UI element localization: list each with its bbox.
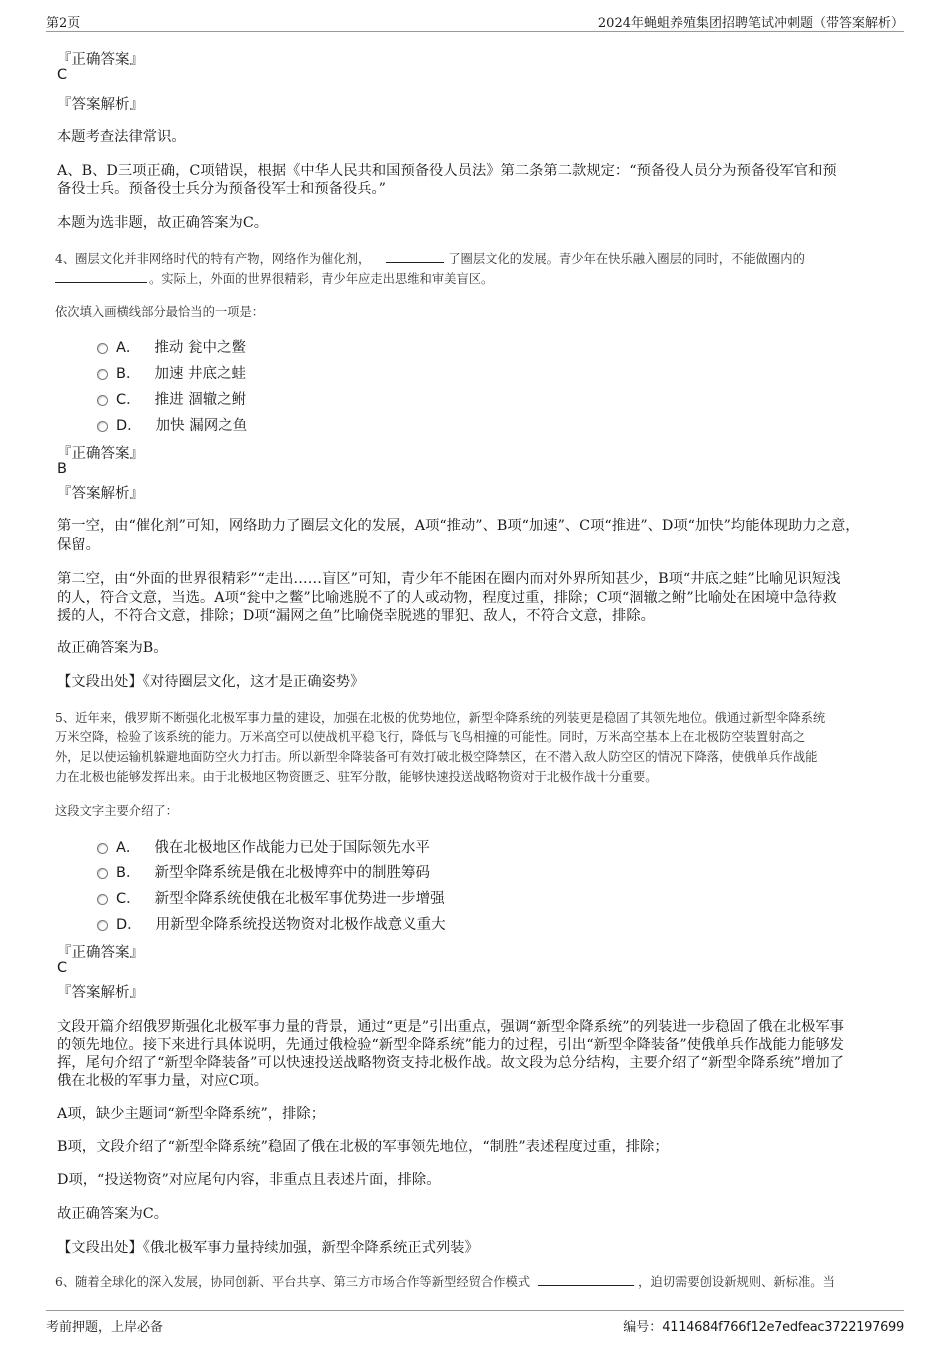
option-letter: B． bbox=[116, 366, 141, 382]
option-c[interactable] bbox=[97, 388, 246, 409]
stem-text: 了圈层文化的发展。青少年在快乐融入圈层的同时，不能做圈内的 bbox=[448, 252, 805, 266]
source-citation: 【文段出处】《俄北极军事力量持续加强，新型伞降系统正式列装》 bbox=[57, 1240, 479, 1256]
option-letter: D． bbox=[116, 917, 142, 933]
analysis-paragraph: 保留。 bbox=[57, 537, 100, 553]
option-text: 用新型伞降系统投送物资对北极作战意义重大 bbox=[155, 917, 446, 933]
footer-slogan: 考前押题，上岸必备 bbox=[46, 1320, 164, 1335]
analysis-paragraph: 文段开篇介绍俄罗斯强化北极军事力量的背景，通过“更是”引出重点，强调“新型伞降系统”的列装进一步稳固了俄在北极军事 bbox=[57, 1019, 844, 1035]
page-header bbox=[0, 0, 950, 32]
analysis-paragraph: A项，缺少主题词“新型伞降系统”，排除； bbox=[57, 1106, 325, 1122]
analysis-label: 『答案解析』 bbox=[57, 97, 144, 113]
analysis-paragraph: 故正确答案为C。 bbox=[57, 1206, 169, 1222]
document-title: 2024年蝇蛆养殖集团招聘笔试冲刺题（带答案解析） bbox=[597, 16, 904, 31]
question-stem bbox=[55, 1272, 835, 1290]
option-d[interactable] bbox=[97, 913, 446, 934]
radio-icon[interactable] bbox=[97, 369, 108, 380]
option-letter: A． bbox=[116, 840, 141, 856]
option-a[interactable] bbox=[97, 836, 430, 857]
option-text: 推动 瓮中之鳖 bbox=[154, 340, 247, 356]
option-letter: C． bbox=[116, 392, 141, 408]
fill-blank bbox=[55, 270, 147, 283]
fill-blank bbox=[386, 250, 444, 263]
analysis-paragraph: 的人，符合文意，当选。A项“瓮中之鳖”比喻逃脱不了的人或动物，程度过重，排除；C项“涸辙之鲋”比喻处在困境中急待救 bbox=[57, 590, 837, 606]
answer-value: B bbox=[57, 461, 67, 477]
analysis-paragraph: 本题为选非题，故正确答案为C。 bbox=[57, 215, 269, 231]
analysis-paragraph: 第二空，由“外面的世界很精彩”“走出……盲区”可知，青少年不能困在圈内而对外界所知甚少，B项“井底之蛙”比喻见识短浅 bbox=[57, 571, 841, 587]
footer-divider bbox=[46, 1310, 904, 1311]
option-letter: A． bbox=[116, 340, 141, 356]
radio-icon[interactable] bbox=[97, 395, 108, 406]
option-text: 新型伞降系统使俄在北极军事优势进一步增强 bbox=[154, 891, 445, 907]
page-number: 第2页 bbox=[46, 16, 81, 31]
analysis-paragraph: 的领先地位。接下来进行具体说明，先通过俄检验“新型伞降系统”能力的过程，引出“新型伞降装备”使俄单兵作战能力能够发 bbox=[57, 1037, 844, 1053]
analysis-label: 『答案解析』 bbox=[57, 985, 144, 1001]
radio-icon[interactable] bbox=[97, 868, 108, 879]
option-letter: D． bbox=[116, 418, 142, 434]
stem-text: ，迫切需要创设新规则、新标准。当 bbox=[638, 1275, 835, 1289]
question-stem: 外，足以使运输机躲避地面防空火力打击。所以新型伞降装备可有效打破北极空降禁区，在不潜入敌人防空区的情况下降落，使俄单兵作战能 bbox=[55, 750, 818, 764]
analysis-paragraph: 俄在北极的军事力量，对应C项。 bbox=[57, 1073, 269, 1089]
option-letter: C． bbox=[116, 891, 141, 907]
analysis-paragraph: 援的人，不符合文意，排除；D项“漏网之鱼”比喻侥幸脱逃的罪犯、敌人，不符合文意，排除。 bbox=[57, 608, 655, 624]
code-label: 编号： bbox=[623, 1320, 663, 1335]
answer-label: 『正确答案』 bbox=[57, 945, 144, 961]
fill-blank bbox=[538, 1273, 634, 1286]
question-prompt: 依次填入画横线部分最恰当的一项是： bbox=[55, 305, 265, 319]
radio-icon[interactable] bbox=[97, 343, 108, 354]
analysis-paragraph: D项，“投送物资”对应尾句内容，非重点且表述片面，排除。 bbox=[57, 1172, 441, 1188]
question-stem: 万米空降，检验了该系统的能力。万米高空可以使战机平稳飞行，降低与飞鸟相撞的可能性。同时，万米高空基本上在北极防空装置射高之 bbox=[55, 730, 806, 744]
analysis-paragraph: 本题考查法律常识。 bbox=[57, 129, 186, 145]
stem-text: 4、圈层文化并非网络时代的特有产物，网络作为催化剂， bbox=[55, 252, 371, 266]
analysis-paragraph: 挥，尾句介绍了“新型伞降装备”可以快速投送战略物资支持北极作战。故文段为总分结构，主要介绍了“新型伞降系统”增加了 bbox=[57, 1055, 844, 1071]
question-stem bbox=[55, 249, 805, 267]
question-stem: 5、近年来，俄罗斯不断强化北极军事力量的建设，加强在北极的优势地位，新型伞降系统的列装更是稳固了其领先地位。俄通过新型伞降系统 bbox=[55, 711, 826, 725]
analysis-paragraph: 故正确答案为B。 bbox=[57, 640, 168, 656]
option-text: 推进 涸辙之鲋 bbox=[154, 392, 247, 408]
question-stem bbox=[55, 269, 493, 287]
source-citation: 【文段出处】《对待圈层文化，这才是正确姿势》 bbox=[57, 674, 365, 690]
option-text: 加速 井底之蛙 bbox=[154, 366, 247, 382]
analysis-paragraph: B项，文段介绍了“新型伞降系统”稳固了俄在北极的军事领先地位，“制胜”表述程度过重，排除； bbox=[57, 1139, 669, 1155]
page-footer bbox=[0, 1308, 950, 1345]
stem-text: 6、随着全球化的深入发展，协同创新、平台共享、第三方市场合作等新型经贸合作模式 bbox=[55, 1275, 531, 1289]
document-code bbox=[623, 1316, 904, 1335]
code-value: 4114684f766f12e7edfeac3722197699 bbox=[662, 1320, 904, 1335]
option-d[interactable] bbox=[97, 414, 247, 435]
option-text: 加快 漏网之鱼 bbox=[155, 418, 248, 434]
answer-label: 『正确答案』 bbox=[57, 52, 144, 68]
question-stem: 力在北极也能够发挥出来。由于北极地区物资匮乏、驻军分散，能够快速投送战略物资对于北极作战十分重要。 bbox=[55, 770, 658, 784]
option-a[interactable] bbox=[97, 336, 246, 357]
radio-icon[interactable] bbox=[97, 843, 108, 854]
analysis-paragraph: A、B、D三项正确，C项错误，根据《中华人民共和国预备役人员法》第二条第二款规定：“预备役人员分为预备役军官和预 bbox=[57, 163, 837, 179]
option-text: 新型伞降系统是俄在北极博弈中的制胜筹码 bbox=[154, 865, 430, 881]
radio-icon[interactable] bbox=[97, 421, 108, 432]
option-b[interactable] bbox=[97, 861, 430, 882]
option-b[interactable] bbox=[97, 362, 246, 383]
stem-text: 。实际上，外面的世界很精彩，青少年应走出思维和审美盲区。 bbox=[149, 272, 494, 286]
radio-icon[interactable] bbox=[97, 894, 108, 905]
question-prompt: 这段文字主要介绍了： bbox=[55, 804, 178, 818]
answer-label: 『正确答案』 bbox=[57, 446, 144, 462]
header-divider bbox=[46, 31, 904, 32]
option-text: 俄在北极地区作战能力已处于国际领先水平 bbox=[154, 840, 430, 856]
answer-value: C bbox=[57, 960, 68, 976]
analysis-paragraph: 备役士兵。预备役士兵分为预备役军士和预备役兵。” bbox=[57, 181, 386, 197]
option-letter: B． bbox=[116, 865, 141, 881]
answer-value: C bbox=[57, 67, 68, 83]
radio-icon[interactable] bbox=[97, 920, 108, 931]
analysis-paragraph: 第一空，由“催化剂”可知，网络助力了圈层文化的发展，A项“推动”、B项“加速”、C项“推进”、D项“加快”均能体现助力之意， bbox=[57, 518, 860, 534]
option-c[interactable] bbox=[97, 887, 445, 908]
analysis-label: 『答案解析』 bbox=[57, 486, 144, 502]
